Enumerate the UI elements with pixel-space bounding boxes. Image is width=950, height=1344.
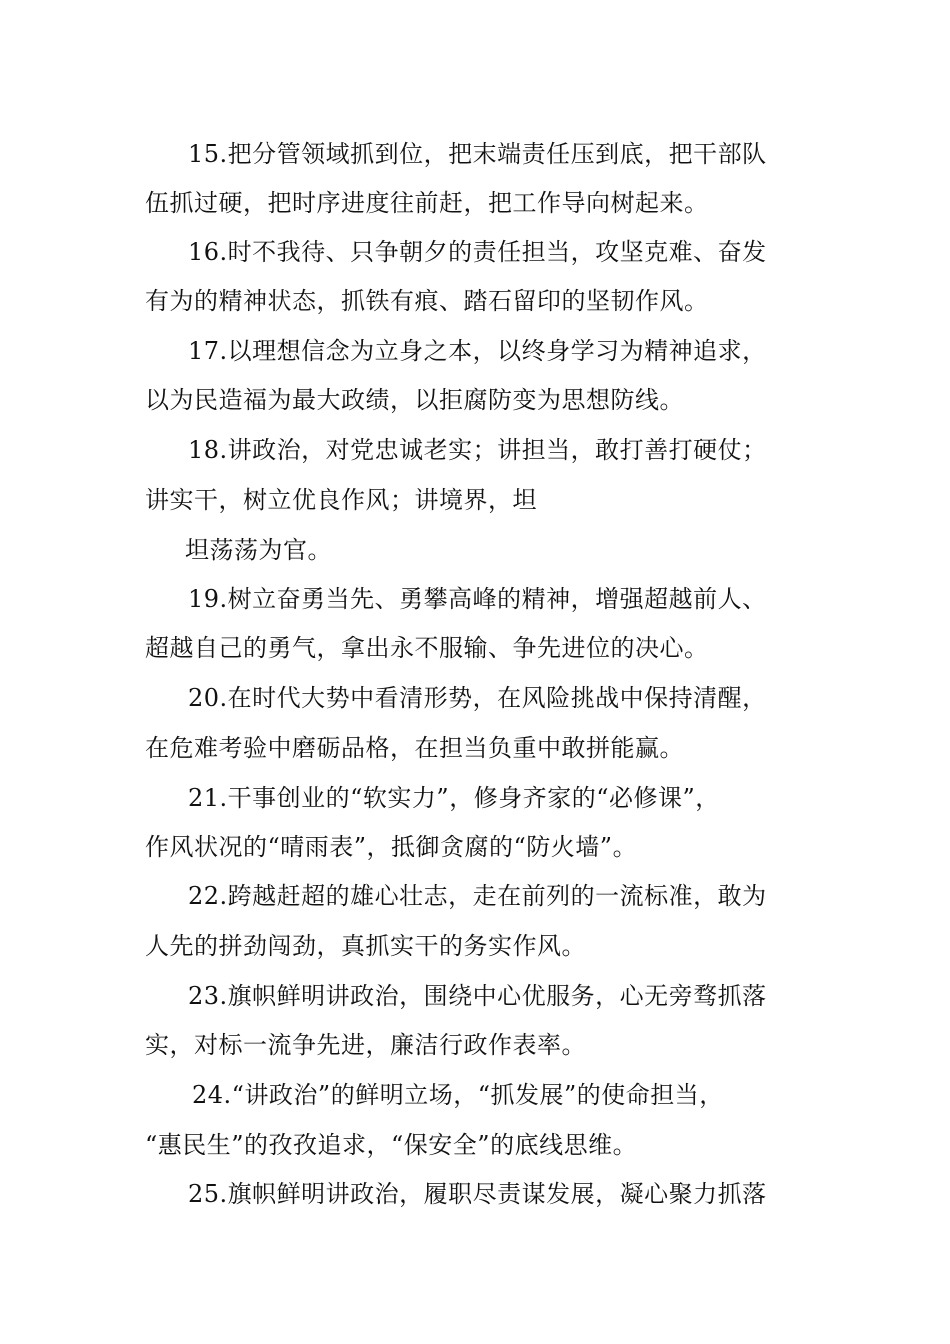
- text-line: 作风状况的“晴雨表”，抵御贪腐的“防火墙”。: [145, 833, 638, 861]
- text-line: 19.树立奋勇当先、勇攀高峰的精神，增强超越前人、: [188, 585, 767, 613]
- text-line: 25.旗帜鲜明讲政治，履职尽责谋发展，凝心聚力抓落: [188, 1180, 767, 1208]
- text-line: 有为的精神状态，抓铁有痕、踏石留印的坚韧作风。: [145, 287, 709, 315]
- text-line: 在危难考验中磨砺品格，在担当负重中敢拼能赢。: [145, 734, 684, 762]
- text-line: 实，对标一流争先进，廉洁行政作表率。: [145, 1031, 586, 1059]
- text-line: 17.以理想信念为立身之本，以终身学习为精神追求，: [188, 337, 767, 365]
- text-line: 超越自己的勇气，拿出永不服输、争先进位的决心。: [145, 634, 709, 662]
- text-line: “惠民生”的孜孜追求，“保安全”的底线思维。: [145, 1131, 638, 1159]
- text-line: 坦荡荡为官。: [185, 536, 332, 564]
- text-line: 22.跨越赶超的雄心壮志，走在前列的一流标准，敢为: [188, 882, 767, 910]
- text-line: 16.时不我待、只争朝夕的责任担当，攻坚克难、奋发: [188, 238, 767, 266]
- text-line: 23.旗帜鲜明讲政治，围绕中心优服务，心无旁骛抓落: [188, 982, 767, 1010]
- text-line: 18.讲政治，对党忠诚老实；讲担当，敢打善打硬仗；: [188, 436, 767, 464]
- text-line: 24.“讲政治”的鲜明立场，“抓发展”的使命担当，: [192, 1081, 724, 1109]
- text-line: 15.把分管领域抓到位，把末端责任压到底，把干部队: [188, 140, 767, 168]
- text-line: 人先的拼劲闯劲，真抓实干的务实作风。: [145, 932, 586, 960]
- text-line: 以为民造福为最大政绩，以拒腐防变为思想防线。: [145, 386, 684, 414]
- text-line: 伍抓过硬，把时序进度往前赶，把工作导向树起来。: [145, 189, 709, 217]
- text-line: 讲实干，树立优良作风；讲境界，坦: [145, 486, 537, 514]
- text-line: 20.在时代大势中看清形势，在风险挑战中保持清醒，: [188, 684, 767, 712]
- text-line: 21.干事创业的“软实力”，修身齐家的“必修课”，: [188, 784, 720, 812]
